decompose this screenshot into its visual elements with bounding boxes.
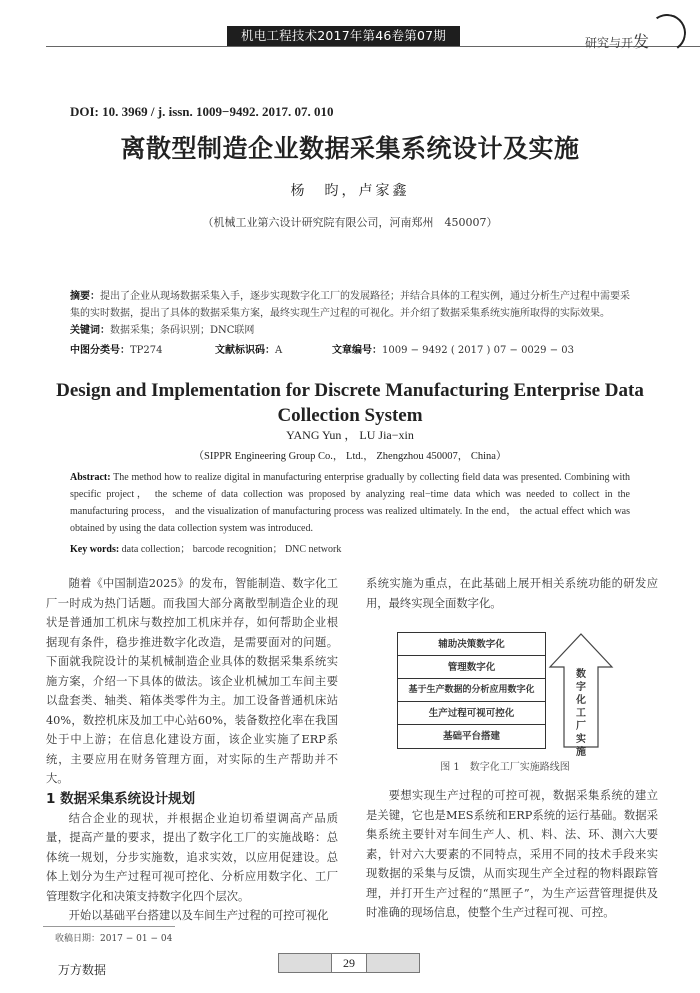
keywords-cn-label: 关键词： <box>70 325 110 336</box>
section-logo-arc-icon <box>645 11 689 55</box>
left-column <box>46 574 338 926</box>
right-column-top <box>366 574 658 613</box>
footnote-rule <box>43 926 175 927</box>
keywords-cn-text: 数据采集；条码识别；DNC联网 <box>110 325 255 336</box>
abstract-cn-label: 摘要： <box>70 291 100 302</box>
doc-code-value: A <box>275 345 283 356</box>
authors-en: YANG Yun ， LU Jia−xin <box>286 428 414 442</box>
keywords-cn <box>70 322 630 339</box>
figure-layer: 生产过程可视可控化 <box>397 701 546 726</box>
arrow-label: 数字化工厂实施 <box>576 669 586 758</box>
keywords-en <box>70 540 341 555</box>
keywords-en-text: data collection； barcode recognition； DNC network <box>119 544 342 555</box>
body-paragraph: 开始以基础平台搭建以及车间生产过程的可控可视化 <box>68 909 329 922</box>
abstract-cn-text: 提出了企业从现场数据采集入手，逐步实现数字化工厂的发展路径；并结合具体的工程实例，通过分析生产过程中需要采集的实时数据，提出了具体的数据采集方案，最终实现生产过程的可视化。并介绍了数据采集系统实施所取得的实际效果。 <box>70 291 630 319</box>
title-cn: 离散型制造企业数据采集系统设计及实施 <box>120 134 580 163</box>
authors-cn: 杨 昀，卢家鑫 <box>290 183 410 199</box>
clc-value: TP274 <box>130 345 163 356</box>
figure-layer: 辅助决策数字化 <box>397 632 546 657</box>
abstract-en-label: Abstract: <box>70 472 111 483</box>
section-label-prefix: 研究与开 <box>585 36 634 50</box>
page-number: 29 <box>331 954 367 972</box>
clc-label: 中图分类号： <box>70 345 130 356</box>
doc-code-label: 文献标识码： <box>215 345 275 356</box>
abstract-en-text: The method how to realize digital in manufacturing enterprise gradually by collecting field data was presented. Combining with specific project， the scheme of data collection was proposed by analyzing real−time data which was needed to collect in the manufacturing process， and the visualization of manufacturing process was realized ultimately. In the end， the actual effect which was obtained by using the data collection system was introduced. <box>70 472 630 534</box>
article-no-label: 文章编号： <box>332 345 382 356</box>
received-date: 收稿日期：2017 − 01 − 04 <box>55 934 173 944</box>
page-number-box <box>278 953 420 973</box>
keywords-en-label: Key words: <box>70 544 120 555</box>
section-label-last: 发 <box>633 32 650 51</box>
doc-code-row <box>215 341 282 356</box>
figure-layer: 管理数字化 <box>397 655 546 680</box>
watermark: 万方数据 <box>58 963 107 977</box>
doi: DOI: 10. 3969 / j. issn. 1009−9492. 2017. 07. 010 <box>70 104 334 119</box>
affiliation-en: （SIPPR Engineering Group Co.， Ltd.， Zhengzhou 450007， China） <box>193 451 507 462</box>
body-paragraph: 结合企业的现状，并根据企业迫切希望调高产品质量，提高产量的要求，提出了数字化工厂的实施战略：总体统一规划，分步实施数，追求实效，以应用促建设。总体上划分为生产过程可视可控化、分析应用数字化、工厂管理数字化和决策支持数字化四个层次。 <box>46 811 338 903</box>
right-column-bottom <box>366 786 658 923</box>
body-paragraph: 要想实现生产过程的可控可视，数据采集系统的建立是关键，它也是MES系统和ERP系统的运行基础。数据采集系统主要针对车间生产人、机、料、法、环、测六大要素，针对六大要素的不同特点，采用不同的技术手段来实现数据的采集与反馈，从而实现生产全过程的物料跟踪管理，并打开生产过程的“黑匣子”，为生产运营管理提供及时准确的现场信息，使整个生产过程可视、可控。 <box>366 789 658 919</box>
abstract-en <box>70 469 630 537</box>
body-paragraph: 系统实施为重点，在此基础上展开相关系统功能的研发应用，最终实现全面数字化。 <box>366 577 658 610</box>
body-paragraph: 随着《中国制造2025》的发布，智能制造、数字化工厂一时成为热门话题。而我国大部分离散型制造企业的现状是普通加工机床与数控加工机床并存，如何帮助企业根据现有条件，稳步推进数字化改造，是需要面对的问题。下面就我院设计的某机械制造企业具体的数据采集系统实施方案，介绍一下具体的做法。该企业机械加工车间主要以盘套类、轴类、箱体类零件为主。加工设备普通机床站40%，数控机床及加工中心站60%，装备数控化率在我国处于中上游；在信息化建设方面，该企业实施了ERP系统，主要应用在财务管理方面，对实际的生产帮助并不大。 <box>46 577 338 785</box>
title-en: Design and Implementation for Discrete Manufacturing Enterprise Data Collection System <box>56 380 644 426</box>
affiliation-cn: （机械工业第六设计研究院有限公司，河南郑州 450007） <box>202 216 498 229</box>
article-no-row <box>332 341 574 356</box>
journal-banner: 机电工程技术2017年第46卷第07期 <box>227 26 460 46</box>
section-label <box>585 29 649 52</box>
figure-layer: 基于生产数据的分析应用数字化 <box>397 678 546 703</box>
classification-row <box>70 341 163 356</box>
figure-caption: 图 1 数字化工厂实施路线图 <box>440 762 570 773</box>
abstract-cn <box>70 288 630 322</box>
article-no-value: 1009 − 9492 ( 2017 ) 07 − 0029 − 03 <box>382 345 574 356</box>
figure-layer: 基础平台搭建 <box>397 724 546 749</box>
section-heading: 1 数据采集系统设计规划 <box>46 790 196 807</box>
